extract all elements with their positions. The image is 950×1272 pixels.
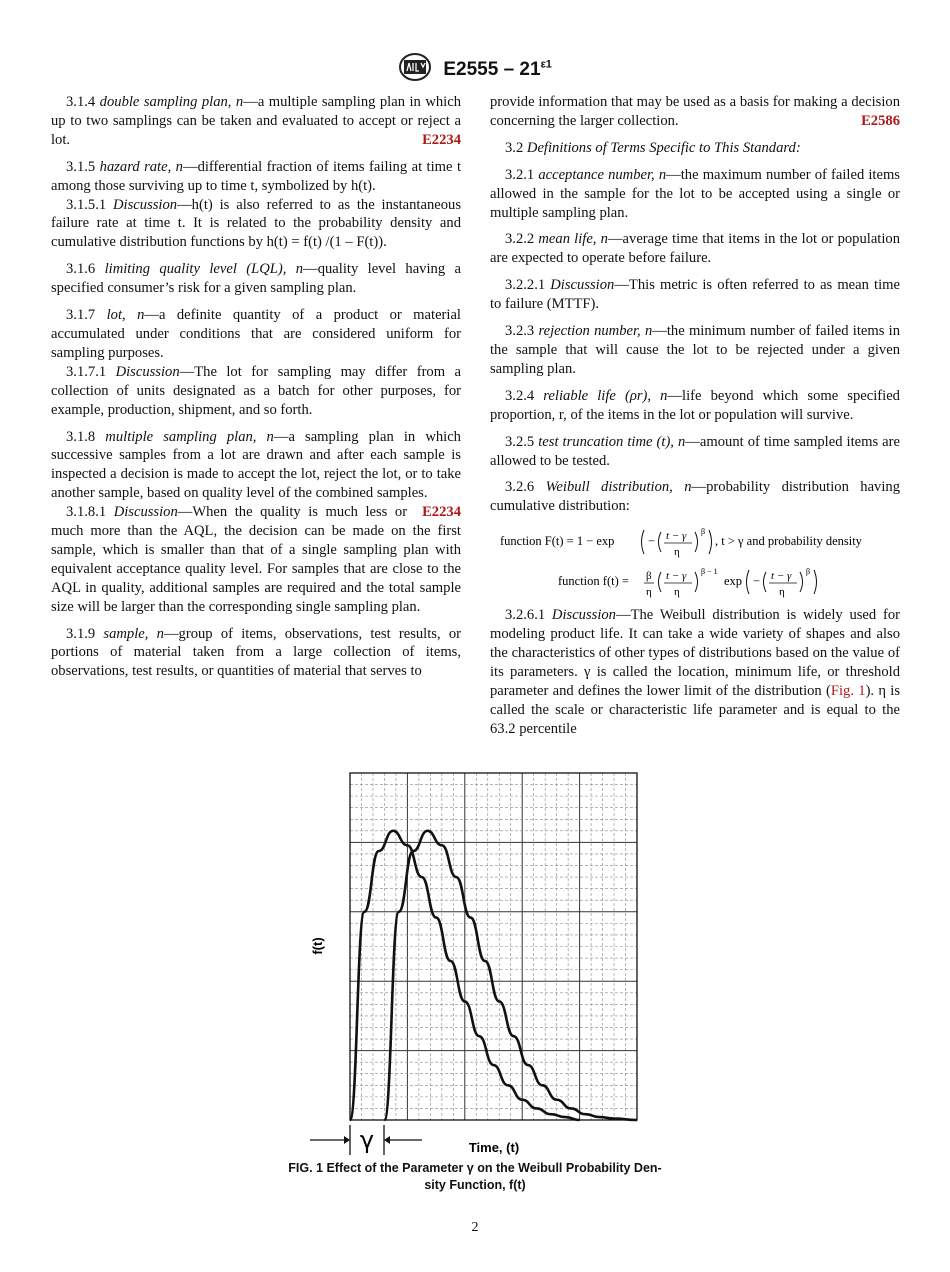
svg-text:t − γ: t − γ bbox=[666, 570, 687, 583]
svg-text:−: − bbox=[753, 574, 761, 589]
svg-text:η: η bbox=[646, 586, 652, 599]
section-3-1-9: 3.1.9 sample, n—group of items, observations, test results, or portions of material taken from a large collection of items, observations, test results, or quantities of material that serves to bbox=[51, 625, 461, 680]
section-3-2-3: 3.2.3 rejection number, n—the minimum number of failed items in the sample that will cause the lot to be rejected under a given sampling plan. bbox=[490, 323, 901, 377]
gamma-symbol: γ bbox=[359, 1126, 375, 1154]
equation-pdf bbox=[490, 562, 900, 602]
section-3-1-5: 3.1.5 hazard rate, n—differential fraction of items failing at time t among those surviving up to time t, symbolized by h(t). bbox=[51, 158, 461, 194]
section-3-1-4: 3.1.4 double sampling plan, n—a multiple sampling plan in which up to two samplings can be taken and evaluated to accept or reject a lot. E2234 bbox=[51, 94, 461, 148]
reference-link[interactable]: E2586 bbox=[861, 112, 900, 129]
section-3-2: 3.2 Definitions of Terms Specific to This Standard: bbox=[505, 139, 801, 156]
figure-caption: FIG. 1 Effect of the Parameter γ on the Weibull Probability Den- sity Function, f(t) bbox=[288, 1161, 662, 1192]
right-column bbox=[490, 93, 900, 747]
eq2-mid: exp bbox=[724, 574, 743, 589]
svg-text:t − γ: t − γ bbox=[666, 530, 687, 543]
plot-frame bbox=[350, 773, 637, 1120]
section-3-2-2: 3.2.2 mean life, n—average time that items in the lot or population are expected to operate before failure. bbox=[490, 231, 900, 267]
eq1-prefix: function F(t) = 1 − exp bbox=[500, 534, 615, 549]
page-number: 2 bbox=[471, 1220, 479, 1235]
section-3-1-9-continued: provide information that may be used as a basis for making a decision concerning the larger collection. E2586 bbox=[490, 94, 900, 129]
section-3-2-6: 3.2.6 Weibull distribution, n—probability distribution having cumulative distribution: bbox=[490, 479, 900, 515]
designation: E2555 – 21 bbox=[443, 59, 541, 81]
section-3-2-4: 3.2.4 reliable life (ρr), n—life beyond which some specified proportion, r, of the items in the lot or population will survive. bbox=[490, 387, 900, 423]
section-3-1-6: 3.1.6 limiting quality level (LQL), n—quality level having a specified consumer’s risk for a given sampling plan. bbox=[51, 261, 461, 297]
page-header bbox=[0, 52, 950, 88]
section-3-1-8-1: 3.1.8.1 Discussion—When the quality is much less or much more than the AQL, the decision can be made on the first sample, which is smaller than that of a single sampling plan with equivalent acceptance quality level. For samples that are close to the AQL in quality, additional samples are required and the total sample size will be larger than the corresponding single sampling plan. bbox=[51, 504, 461, 615]
svg-text:η: η bbox=[674, 586, 680, 599]
section-3-1-8: 3.1.8 multiple sampling plan, n—a sampling plan in which successive samples from a lot are drawn and after each sample is inspected a decision is made to accept the lot, reject the lot, or to take another sample, based on quality level of the combined samples. E2234 bbox=[51, 428, 461, 521]
section-3-1-7-1: 3.1.7.1 Discussion—The lot for sampling may differ from a collection of units designated as a batch for other purposes, for example, production, shipment, and so forth. bbox=[51, 363, 461, 418]
section-3-2-6-1: 3.2.6.1 Discussion—The Weibull distribution is widely used for modeling product life. It can take a wide variety of shapes and also the characteristics of other types of distributions based on the value of its parameters. γ is called the location, minimum life, or threshold parameter and defines the lower limit of the distribution (Fig. 1). η is called the scale or characteristic life parameter and is equal to the 63.2 percentile bbox=[490, 607, 901, 737]
figure-link[interactable]: Fig. 1 bbox=[830, 682, 866, 699]
left-column bbox=[51, 93, 461, 689]
section-3-1-5-1: 3.1.5.1 Discussion—h(t) is also referred to as the instantaneous failure rate at time t. It is related to the probability density and cumulative distribution functions by h(t) = f(t) /(1 – F(t)). bbox=[51, 196, 461, 251]
y-axis-label: f(t) bbox=[310, 937, 325, 955]
reference-link[interactable]: E2234 bbox=[422, 504, 461, 521]
section-3-2-1: 3.2.1 acceptance number, n—the maximum number of failed items allowed in the sample for the lot to be accepted using a single or multiple sampling plan. bbox=[490, 166, 900, 221]
weibull-figure bbox=[300, 770, 650, 1170]
equation-cdf bbox=[490, 522, 900, 562]
eq1-suffix: , t > γ and probability density bbox=[715, 534, 862, 549]
svg-text:−: − bbox=[648, 534, 656, 549]
designation-epsilon: ε1 bbox=[540, 58, 552, 71]
svg-text:η: η bbox=[779, 586, 785, 599]
section-3-1-7: 3.1.7 lot, n—a definite quantity of a product or material accumulated under conditions that are considered uniform for sampling purposes. bbox=[51, 307, 461, 361]
eq2-prefix: function f(t) = bbox=[558, 574, 629, 589]
astm-logo-icon bbox=[398, 52, 432, 88]
svg-text:β: β bbox=[646, 570, 652, 583]
chart-grid bbox=[350, 773, 637, 1120]
svg-text:t − γ: t − γ bbox=[771, 570, 792, 583]
svg-text:β: β bbox=[806, 567, 811, 577]
section-3-2-5: 3.2.5 test truncation time (t), n—amount of time sampled items are allowed to be tested. bbox=[490, 433, 900, 469]
gamma-marker bbox=[310, 1125, 422, 1155]
svg-text:β: β bbox=[701, 527, 706, 537]
x-axis-label: Time, (t) bbox=[468, 1140, 520, 1155]
svg-text:η: η bbox=[674, 546, 680, 559]
section-3-2-2-1: 3.2.2.1 Discussion—This metric is often referred to as mean time to failure (MTTF). bbox=[490, 277, 900, 313]
reference-link[interactable]: E2234 bbox=[422, 131, 461, 148]
svg-text:β − 1: β − 1 bbox=[701, 567, 718, 577]
